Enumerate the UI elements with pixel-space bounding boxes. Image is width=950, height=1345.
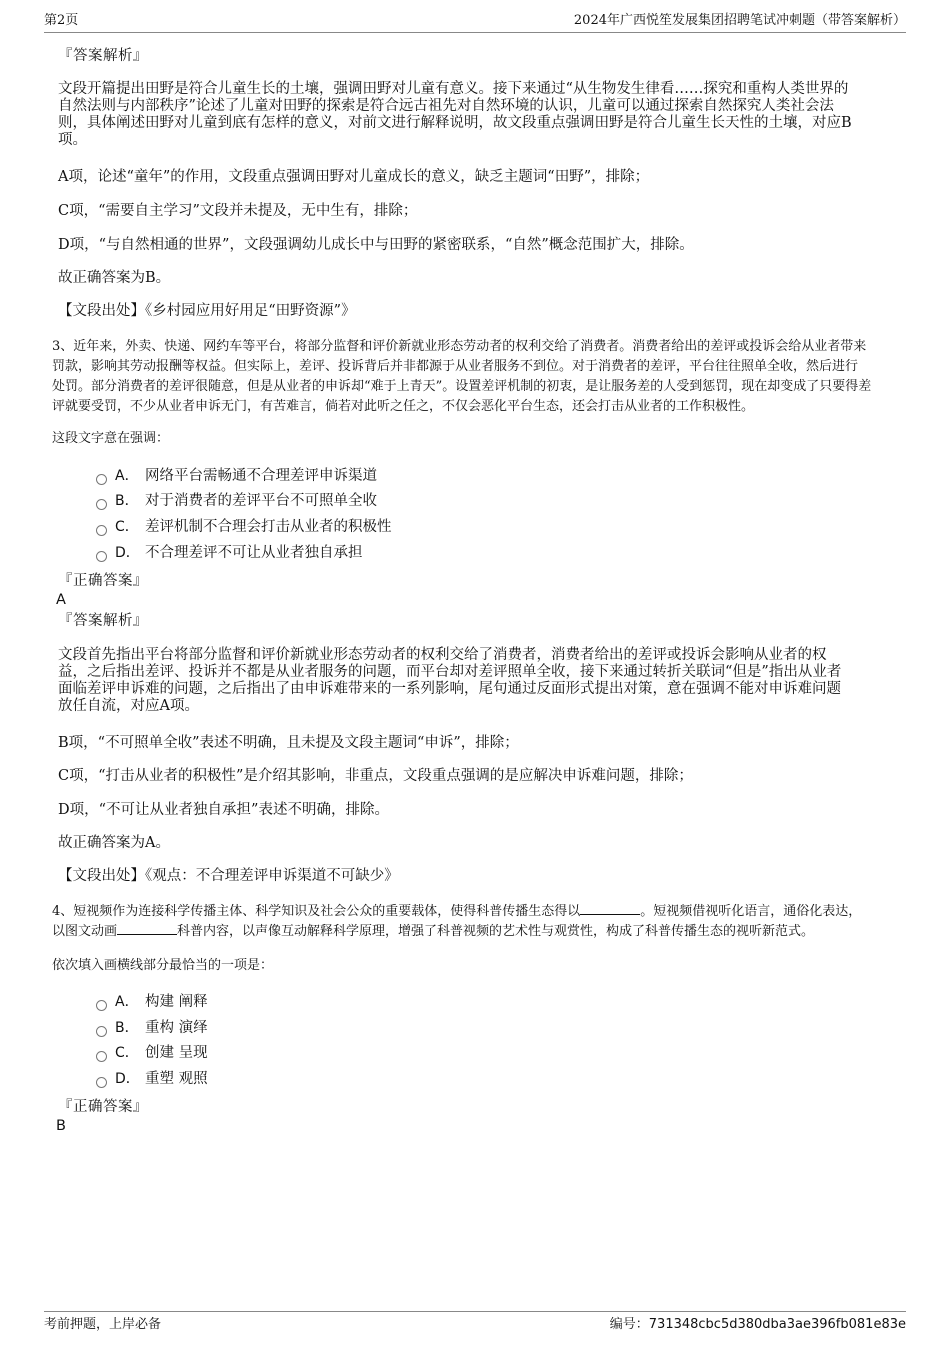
q3-source: 【文段出处】《观点：不合理差评申诉渠道不可缺少》 (58, 868, 399, 884)
q3-stem-line: 评就要受罚，不少从业者申诉无门，有苦难言，倘若对此听之任之，不仅会恶化平台生态，还会打击从业者的工作积极性。 (52, 399, 755, 414)
q3-analysis-line: 放任自流，对应A项。 (58, 698, 199, 714)
q3-option-d[interactable]: D． 不合理差评不可让从业者独自承担 (96, 543, 363, 563)
q4-stem (52, 902, 898, 942)
document-serial: 编号：731348cbc5d380dba3ae396fb081e83e (609, 1317, 906, 1332)
q3-option-b-analysis: B项，“不可照单全收”表述不明确，且未提及文段主题词“申诉”，排除； (58, 735, 519, 751)
q3-analysis-line: 面临差评申诉难的问题，之后指出了由申诉难带来的一系列影响，尾句通过反面形式提出对策，意在强调不能对申诉难问题 (58, 681, 841, 697)
q2-analysis-line: 项。 (58, 132, 87, 148)
q3-option-b[interactable]: B． 对于消费者的差评平台不可照单全收 (96, 491, 377, 511)
radio-circle-icon[interactable] (96, 1051, 107, 1062)
q3-answer: A (56, 592, 66, 608)
q3-stem-line: 罚款，影响其劳动报酬等权益。但实际上，差评、投诉背后并非都源于从业者服务不到位。对于消费者的差评，平台往往照单全收，然后进行 (52, 359, 859, 374)
q4-option-d[interactable]: D． 重塑 观照 (96, 1069, 208, 1089)
q4-option-b[interactable]: B． 重构 演绎 (96, 1018, 208, 1038)
q3-option-c[interactable]: C． 差评机制不合理会打击从业者的积极性 (96, 517, 392, 537)
q4-stem-line: 4、短视频作为连接科学传播主体、科学知识及社会公众的重要载体，使得科普传播生态得以 。短视频借视听化语言，通俗化表达， (52, 904, 862, 919)
radio-circle-icon[interactable] (96, 474, 107, 485)
q2-analysis-label: 『答案解析』 (58, 48, 148, 64)
page-footer (44, 1311, 906, 1336)
q3-prompt: 这段文字意在强调： (52, 431, 170, 446)
fill-blank (580, 902, 640, 915)
q2-analysis-line: 文段开篇提出田野是符合儿童生长的土壤，强调田野对儿童有意义。接下来通过“从生物发生律看……探究和重构人类世界的 (58, 81, 849, 97)
q3-analysis-line: 文段首先指出平台将部分监督和评价新就业形态劳动者的权利交给了消费者，消费者给出的差评或投诉会影响从业者的权 (58, 647, 827, 663)
fill-blank (117, 922, 177, 935)
q2-analysis-line: 自然法则与内部秩序”论述了儿童对田野的探索是符合远古祖先对自然环境的认识，儿童可以通过探索自然探究人类社会法 (58, 98, 834, 114)
page-number: 第2页 (44, 13, 79, 28)
q4-prompt: 依次填入画横线部分最恰当的一项是： (52, 958, 274, 973)
q3-stem-line: 3、近年来，外卖、快递、网约车等平台，将部分监督和评价新就业形态劳动者的权利交给了消费者。消费者给出的差评或投诉会给从业者带来 (52, 339, 867, 354)
q3-conclusion: 故正确答案为A。 (58, 835, 170, 851)
radio-circle-icon[interactable] (96, 499, 107, 510)
q3-analysis-label: 『答案解析』 (58, 613, 148, 629)
q2-analysis (58, 81, 898, 149)
q3-option-c-analysis: C项，“打击从业者的积极性”是介绍其影响，非重点，文段重点强调的是应解决申诉难问题，排除； (58, 768, 693, 784)
q3-analysis-line: 益，之后指出差评、投诉并不都是从业者服务的问题，而平台却对差评照单全收，接下来通过转折关联词“但是”指出从业者 (58, 664, 842, 680)
radio-circle-icon[interactable] (96, 551, 107, 562)
radio-circle-icon[interactable] (96, 1077, 107, 1088)
q3-option-a[interactable]: A． 网络平台需畅通不合理差评申诉渠道 (96, 466, 377, 486)
page-header (44, 12, 906, 33)
q4-answer-label: 『正确答案』 (58, 1099, 148, 1115)
q3-analysis (58, 647, 898, 715)
q4-option-a[interactable]: A． 构建 阐释 (96, 992, 208, 1012)
q4-option-c[interactable]: C． 创建 呈现 (96, 1043, 208, 1063)
document-title: 2024年广西悦笙发展集团招聘笔试冲刺题（带答案解析） (573, 13, 906, 28)
q2-source: 【文段出处】《乡村园应用好用足“田野资源”》 (58, 303, 356, 319)
q3-stem (52, 337, 898, 417)
q2-analysis-line: 则，具体阐述田野对儿童到底有怎样的意义，对前文进行解释说明，故文段重点强调田野是符合儿童生长天性的土壤，对应B (58, 115, 852, 131)
q4-answer: B (56, 1118, 66, 1134)
q2-option-d-analysis: D项，“与自然相通的世界”，文段强调幼儿成长中与田野的紧密联系，“自然”概念范围扩大，排除。 (58, 237, 694, 253)
q2-option-a-analysis: A项，论述“童年”的作用，文段重点强调田野对儿童成长的意义，缺乏主题词“田野”，排除； (58, 169, 650, 185)
q3-option-d-analysis: D项，“不可让从业者独自承担”表述不明确，排除。 (58, 802, 389, 818)
q2-option-c-analysis: C项，“需要自主学习”文段并未提及，无中生有，排除； (58, 203, 418, 219)
footer-slogan: 考前押题，上岸必备 (44, 1317, 162, 1332)
radio-circle-icon[interactable] (96, 1026, 107, 1037)
q2-conclusion: 故正确答案为B。 (58, 270, 171, 286)
radio-circle-icon[interactable] (96, 1000, 107, 1011)
radio-circle-icon[interactable] (96, 525, 107, 536)
q4-stem-line: 以图文动画 科普内容，以声像互动解释科学原理，增强了科普视频的艺术性与观赏性，构成了科普传播生态的视听新范式。 (52, 924, 815, 939)
q3-stem-line: 处罚。部分消费者的差评很随意，但是从业者的申诉却“难于上青天”。设置差评机制的初衷，是让服务差的人受到惩罚，现在却变成了只要得差 (52, 379, 872, 394)
q3-answer-label: 『正确答案』 (58, 573, 148, 589)
